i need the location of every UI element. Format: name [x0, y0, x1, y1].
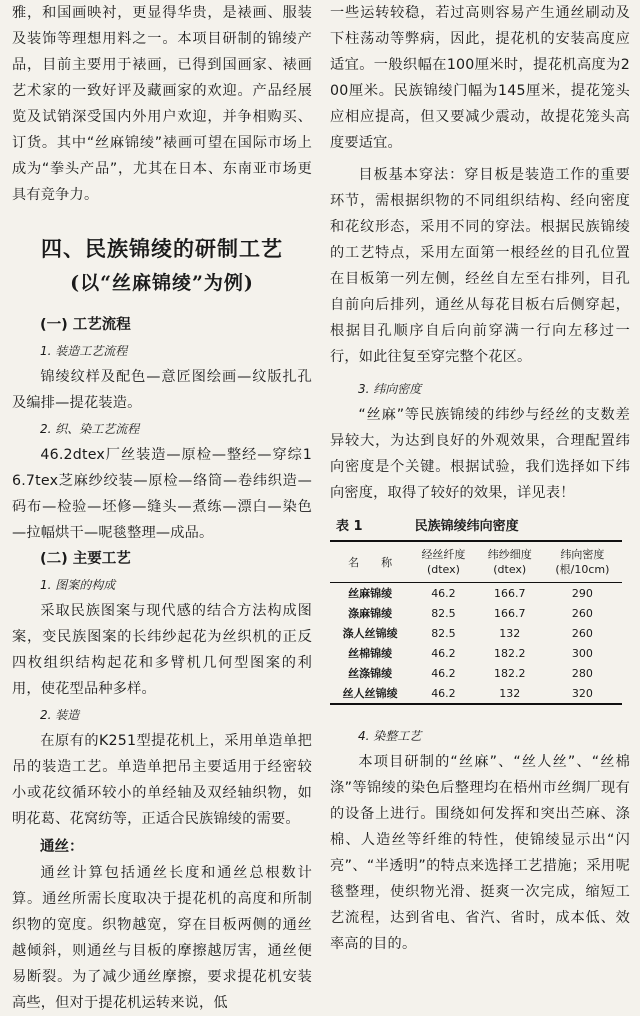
cell-weft: 132 — [499, 686, 521, 700]
cell-warp: 46.2 — [431, 646, 456, 660]
cell-warp: 46.2 — [431, 666, 456, 680]
section-title: 四、民族锦绫的研制工艺 — [41, 236, 283, 261]
cell-warp: 82.5 — [431, 626, 456, 640]
cell-warp: 46.2 — [431, 686, 456, 700]
cell-density: 260 — [571, 606, 593, 620]
header-warp: 经丝纤度 (dtex) — [421, 548, 466, 576]
right-paragraph-1: 一些运转较稳，若过高则容易产生通丝刷动及下柱荡动等弊病，因此，提花机的安装高度应适宜。一般织幅在100厘米时，提花机高度为200厘米。民族锦绫门幅为145厘米，提花笼头应相应提高，但又要减少震动，故提花笼头高度要适宜。 — [330, 5, 630, 151]
cell-weft: 166.7 — [493, 586, 526, 600]
subheading-setup: 2. 装造 — [40, 708, 80, 722]
table-row — [330, 643, 622, 663]
subheading-weaving-dyeing-flow: 2. 织、染工艺流程 — [40, 422, 140, 436]
subheading-dyeing: 4. 染整工艺 — [358, 729, 422, 743]
header-density: 纬向密度 (根/10cm) — [555, 548, 610, 576]
weaving-dyeing-text: 46.2dtex厂丝装造—原检—整经—穿综16.7tex芝麻纱绞装—原检—络筒—卷纬织造—码布—检验—坯修—缝头—煮练—漂白—染色—拉幅烘干—呢毯整理—成品。 — [12, 447, 312, 541]
cell-weft: 166.7 — [493, 606, 526, 620]
cell-weft: 182.2 — [493, 646, 526, 660]
cell-density: 300 — [571, 646, 593, 660]
cell-name: 涤麻锦绫 — [348, 607, 393, 620]
table-caption — [330, 514, 630, 540]
cell-warp: 46.2 — [431, 586, 456, 600]
cell-name: 丝涤锦绫 — [348, 667, 393, 680]
subheading-pattern: 1. 图案的构成 — [40, 578, 116, 592]
cell-density: 280 — [571, 666, 593, 680]
subheading-weft-density: 3. 纬向密度 — [358, 382, 422, 396]
subheading-tongsi: 通丝： — [40, 839, 84, 855]
right-paragraph-2: 目板基本穿法：穿目板是装造工作的重要环节，需根据织物的不同组织结构、经向密度和花纹形态，采用不同的穿法。根据民族锦绫的工艺特点，采用左面第一根经丝的目孔位置在目板第一列左侧，经丝自左至右排列，目孔自前向后排列，通丝从每花目板右后侧穿起，根据目孔顺序自后向前穿满一行向左移过一行，如此往复至穿完整个花区。 — [330, 167, 630, 365]
cell-density: 290 — [571, 586, 593, 600]
weft-density-table — [330, 540, 622, 705]
cell-weft: 182.2 — [493, 666, 526, 680]
cell-name: 丝棉锦绫 — [348, 647, 393, 660]
right-column — [330, 0, 630, 957]
tongsi-text: 通丝计算包括通丝长度和通丝总根数计算。通丝所需长度取决于提花机的高度和所制织物的宽度。织物越宽，穿在目板两侧的通丝越倾斜，则通丝与目板的摩擦越厉害，通丝便易断裂。为了减少通丝摩擦，要求提花机安装高些，但对于提花机运转来说，低 — [12, 865, 312, 1011]
table-row — [330, 603, 622, 623]
right-paragraph-4: 本项目研制的“丝麻”、“丝人丝”、“丝棉涤”等锦绫的染色后整理均在梧州市丝绸厂现有的设备上进行。围绕如何发挥和突出苎麻、涤棉、人造丝等纤维的特性，使锦绫显示出“闪亮”、“半透明”的特点来选择工艺措施；采用呢毯整理，使织物光滑、挺爽一次完成，缩短工艺流程，达到省电、省汽、省时，成本低、效率高的目的。 — [330, 754, 630, 952]
cell-name: 涤人丝锦绫 — [342, 627, 398, 640]
table-row — [330, 623, 622, 643]
cell-name: 丝麻锦绫 — [348, 587, 393, 600]
cell-warp: 82.5 — [431, 606, 456, 620]
subheading-process-flow: (一) 工艺流程 — [40, 317, 131, 333]
cell-density: 260 — [571, 626, 593, 640]
left-column — [12, 0, 312, 1016]
setup-flow-text: 锦绫纹样及配色—意匠图绘画—纹版扎孔及编排—提花装造。 — [12, 369, 312, 411]
header-name: 名 称 — [348, 555, 393, 569]
table-row — [330, 663, 622, 683]
right-paragraph-3: “丝麻”等民族锦绫的纬纱与经丝的支数差异较大，为达到良好的外观效果，合理配置纬向密度是个关键。根据试验，我们选择如下纬向密度，取得了较好的效果，详见表！ — [330, 407, 630, 501]
pattern-text: 采取民族图案与现代感的结合方法构成图案，变民族图案的长纬纱起花为丝织机的正反四枚组织结构起花和多臂机几何型图案的利用，使花型品种多样。 — [12, 603, 312, 697]
setup-text: 在原有的K251型提花机上，采用单造单把吊的装造工艺。单造单把吊主要适用于经密较小或花纹循环较小的单经轴及双经轴织物，如明花葛、花窝纺等，正适合民族锦绫的需要。 — [12, 733, 312, 827]
header-weft: 纬纱细度 (dtex) — [487, 548, 532, 576]
cell-weft: 132 — [499, 626, 521, 640]
section-subtitle: (以“丝麻锦绫”为例) — [70, 272, 254, 294]
cell-name: 丝人丝锦绫 — [342, 687, 398, 700]
table-row — [330, 683, 622, 704]
intro-paragraph: 雅，和国画映衬，更显得华贵，是裱画、服装及装饰等理想用料之一。本项目研制的锦绫产品，目前主要用于裱画，已得到国画家、裱画艺术家的一致好评及藏画家的欢迎。产品经展览及试销深受国内外用户欢迎，并争相购买、订货。其中“丝麻锦绫”裱画可望在国际市场上成为“拳头产品”，尤其在日本、东南亚市场更具有竞争力。 — [12, 5, 312, 203]
table-label: 表 1 — [336, 519, 363, 534]
subheading-setup-flow: 1. 装造工艺流程 — [40, 344, 128, 358]
table-row — [330, 583, 622, 604]
subheading-main-process: (二) 主要工艺 — [40, 551, 131, 567]
table-title: 民族锦绫纬向密度 — [414, 519, 519, 534]
cell-density: 320 — [571, 686, 593, 700]
table-header-row — [330, 541, 622, 583]
